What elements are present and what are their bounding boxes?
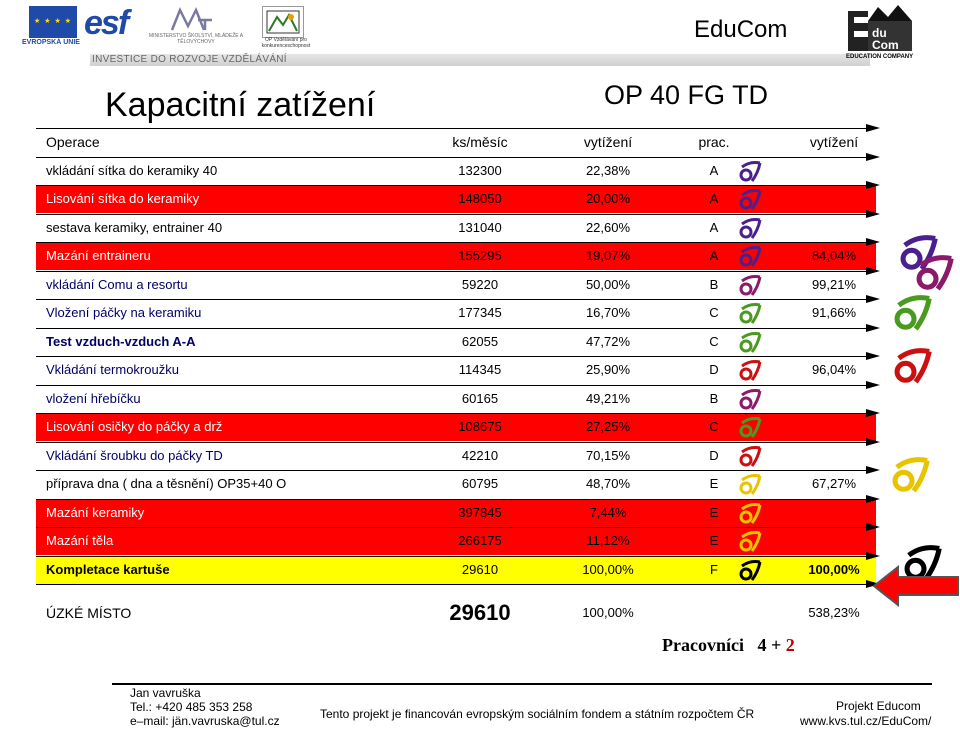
worker-figure-icon [738,558,764,582]
row-load-total [792,185,876,213]
row-worker: D [709,448,719,463]
worker-figure-icon [738,273,764,297]
table-gridline [36,470,876,471]
row-worker: A [709,220,719,235]
arrow-head-icon [866,466,880,474]
table-row [36,413,876,441]
header-ks: ks/měsíc [452,134,508,150]
row-operation: Lisování sítka do keramiky [46,191,200,206]
eu-stars-icon: ★ ★ ★ ★ [34,18,72,25]
row-worker: C [709,305,719,320]
arrow-head-icon [866,352,880,360]
worker-figure-icon [738,472,764,496]
worker-figure-icon [890,452,934,496]
worker-figure-icon [738,444,764,468]
footer-name: Jan vavruška [130,686,201,700]
row-load: 49,21% [585,391,631,406]
row-load: 22,38% [585,163,631,178]
table-gridline [36,185,876,186]
row-load-total: 100,00% [808,562,860,577]
bottleneck-row [36,598,876,628]
educom-logo-caption: EDUCATION COMPANY [846,54,914,60]
arrow-head-icon [866,124,880,132]
row-load: 20,00% [585,191,631,206]
table-row [36,385,876,413]
row-load-total [792,385,876,413]
row-operation: vkládání sítka do keramiky 40 [46,163,218,178]
table-row [36,299,876,327]
worker-figure-icon [738,529,764,553]
eu-caption: EVROPSKÁ UNIE [22,39,80,46]
row-operation: příprava dna ( dna a těsnění) OP35+40 O [46,476,287,491]
row-ks: 108675 [458,419,502,434]
row-ks: 397845 [458,505,502,520]
table-row [36,242,876,270]
table-row [36,214,876,242]
row-operation: Vkládání šroubku do páčky TD [46,448,223,463]
row-ks: 177345 [458,305,502,320]
workers-summary [662,635,795,656]
row-worker: C [709,419,719,434]
row-load-total: 96,04% [811,362,857,377]
row-load: 22,60% [585,220,631,235]
row-load-total: 67,27% [811,476,857,491]
row-load: 19,07% [585,248,631,263]
worker-figure-icon [892,290,936,334]
table-gridline [36,214,876,215]
table-gridline [36,499,876,500]
page-title: Kapacitní zatížení [105,86,376,124]
table-gridline [36,157,876,158]
workers-extra: 2 [785,635,795,655]
arrow-head-icon [866,523,880,531]
row-load-total: 84,04% [811,248,857,263]
row-load-total: 99,21% [811,277,857,292]
table-gridline [36,442,876,443]
arrow-head-icon [866,267,880,275]
table-gridline [36,128,876,129]
arrow-head-icon [866,495,880,503]
table-gridline [36,385,876,386]
worker-figure-icon [914,250,958,294]
workers-base: 4 + [757,635,782,655]
row-worker: B [709,277,719,292]
worker-figure-icon [738,301,764,325]
worker-figure-icon [738,244,764,268]
svg-text:du: du [872,26,887,40]
table-gridline [36,328,876,329]
row-worker: D [709,362,719,377]
row-operation: vkládání Comu a resortu [46,277,188,292]
table-header [36,128,876,156]
band-text: INVESTICE DO ROZVOJE VZDĚLÁVÁNÍ [92,54,287,65]
row-ks: 266175 [458,533,502,548]
worker-figure-icon [738,358,764,382]
arrow-head-icon [866,238,880,246]
table-gridline [36,556,876,557]
footer-funding: Tento projekt je financován evropským sociálním fondem a státním rozpočtem ČR [320,707,755,721]
arrow-head-icon [866,324,880,332]
bottleneck-total: 538,23% [808,605,860,620]
table-row [36,185,876,213]
row-ks: 114345 [458,362,502,377]
row-load-total [792,499,876,527]
row-operation: vložení hřebíčku [46,391,141,406]
row-worker: E [709,476,719,491]
msmt-caption: MINISTERSTVO ŠKOLSTVÍ, MLÁDEŽE A TĚLOVÝCHOVY [148,33,244,45]
table-gridline [36,299,876,300]
footer-email[interactable]: e–mail: jän.vavruska@tul.cz [130,714,280,728]
table-gridline [36,527,876,528]
row-operation: Vložení páčky na keramiku [46,305,202,320]
arrow-head-icon [866,552,880,560]
arrow-head-icon [866,438,880,446]
table-row [36,157,876,185]
table-row [36,527,876,555]
table-gridline [36,584,876,585]
row-ks: 42210 [461,448,499,463]
row-ks: 131040 [458,220,502,235]
row-load-total [792,157,876,185]
worker-figure-icon [738,216,764,240]
row-operation: sestava keramiky, entrainer 40 [46,220,223,235]
table-row [36,271,876,299]
workers-label: Pracovníci [662,635,744,655]
table-row [36,470,876,498]
footer-divider [112,683,932,685]
row-worker: C [709,334,719,349]
header-worker: prac. [698,134,730,150]
table-row [36,442,876,470]
table-row [36,499,876,527]
row-load-total: 91,66% [811,305,857,320]
table-gridline [36,271,876,272]
row-operation: Vkládání termokroužku [46,362,179,377]
row-ks: 60165 [461,391,499,406]
row-worker: E [709,533,719,548]
msmt-logo [152,6,232,32]
table-gridline [36,356,876,357]
row-load: 25,90% [585,362,631,377]
row-load-total [792,527,876,555]
worker-figure-icon [738,187,764,211]
table-row [36,328,876,356]
row-operation: Test vzduch-vzduch A-A [46,334,196,349]
row-worker: F [710,562,718,577]
row-ks: 60795 [461,476,499,491]
footer-url[interactable]: www.kvs.tul.cz/EduCom/ [800,714,932,728]
arrow-head-icon [866,181,880,189]
row-operation: Mazání keramiky [46,505,145,520]
row-ks: 155295 [458,248,502,263]
op-logo [262,6,304,38]
row-operation: Kompletace kartuše [46,562,170,577]
esf-logo: esf [84,4,128,42]
row-load: 7,44% [589,505,627,520]
row-load: 47,72% [585,334,631,349]
row-load: 16,70% [585,305,631,320]
arrow-head-icon [866,295,880,303]
svg-text:Com: Com [872,38,899,51]
footer-project: Projekt Educom [836,699,921,713]
row-worker: A [709,191,719,206]
arrow-head-icon [866,153,880,161]
worker-figure-icon [892,343,936,387]
row-load: 48,70% [585,476,631,491]
educom-logo [848,3,912,51]
header-operation: Operace [46,134,100,150]
row-ks: 62055 [461,334,499,349]
worker-figure-icon [738,330,764,354]
row-load-total [792,442,876,470]
row-worker: B [709,391,719,406]
row-load: 11,12% [586,533,630,548]
row-worker: E [709,505,719,520]
bottleneck-label: ÚZKÉ MÍSTO [46,605,132,621]
educom-title: EduCom [694,16,788,43]
bottleneck-load: 100,00% [582,605,634,620]
table-row [36,356,876,384]
bottleneck-arrow-icon [872,565,960,607]
row-load: 100,00% [582,562,634,577]
table-row [36,556,876,584]
worker-figure-icon [738,415,764,439]
row-load: 27,25% [585,419,631,434]
row-ks: 29610 [461,562,499,577]
row-operation: Mazání těla [46,533,114,548]
worker-figure-icon [738,501,764,525]
row-ks: 59220 [461,277,499,292]
table-gridline [36,413,876,414]
op-caption: OP Vzdělávání pro konkurenceschopnost [261,37,311,49]
row-load: 50,00% [585,277,631,292]
row-ks: 132300 [458,163,502,178]
row-operation: Mazání entraineru [46,248,151,263]
footer-phone: Tel.: +420 485 353 258 [130,700,253,714]
arrow-head-icon [866,409,880,417]
header-load-total: vytížení [809,134,859,150]
row-load: 70,15% [585,448,631,463]
row-worker: A [709,248,719,263]
table-gridline [36,242,876,243]
row-load-total [792,413,876,441]
worker-figure-icon [738,387,764,411]
row-load-total [792,214,876,242]
row-ks: 148050 [458,191,502,206]
row-worker: A [709,163,719,178]
header-load: vytížení [583,134,633,150]
worker-figure-icon [738,159,764,183]
arrow-head-icon [866,210,880,218]
arrow-head-icon [866,381,880,389]
row-operation: Lisování osičky do páčky a drž [46,419,223,434]
page-subtitle: OP 40 FG TD [604,80,769,110]
row-load-total [792,328,876,356]
bottleneck-ks: 29610 [449,600,511,625]
